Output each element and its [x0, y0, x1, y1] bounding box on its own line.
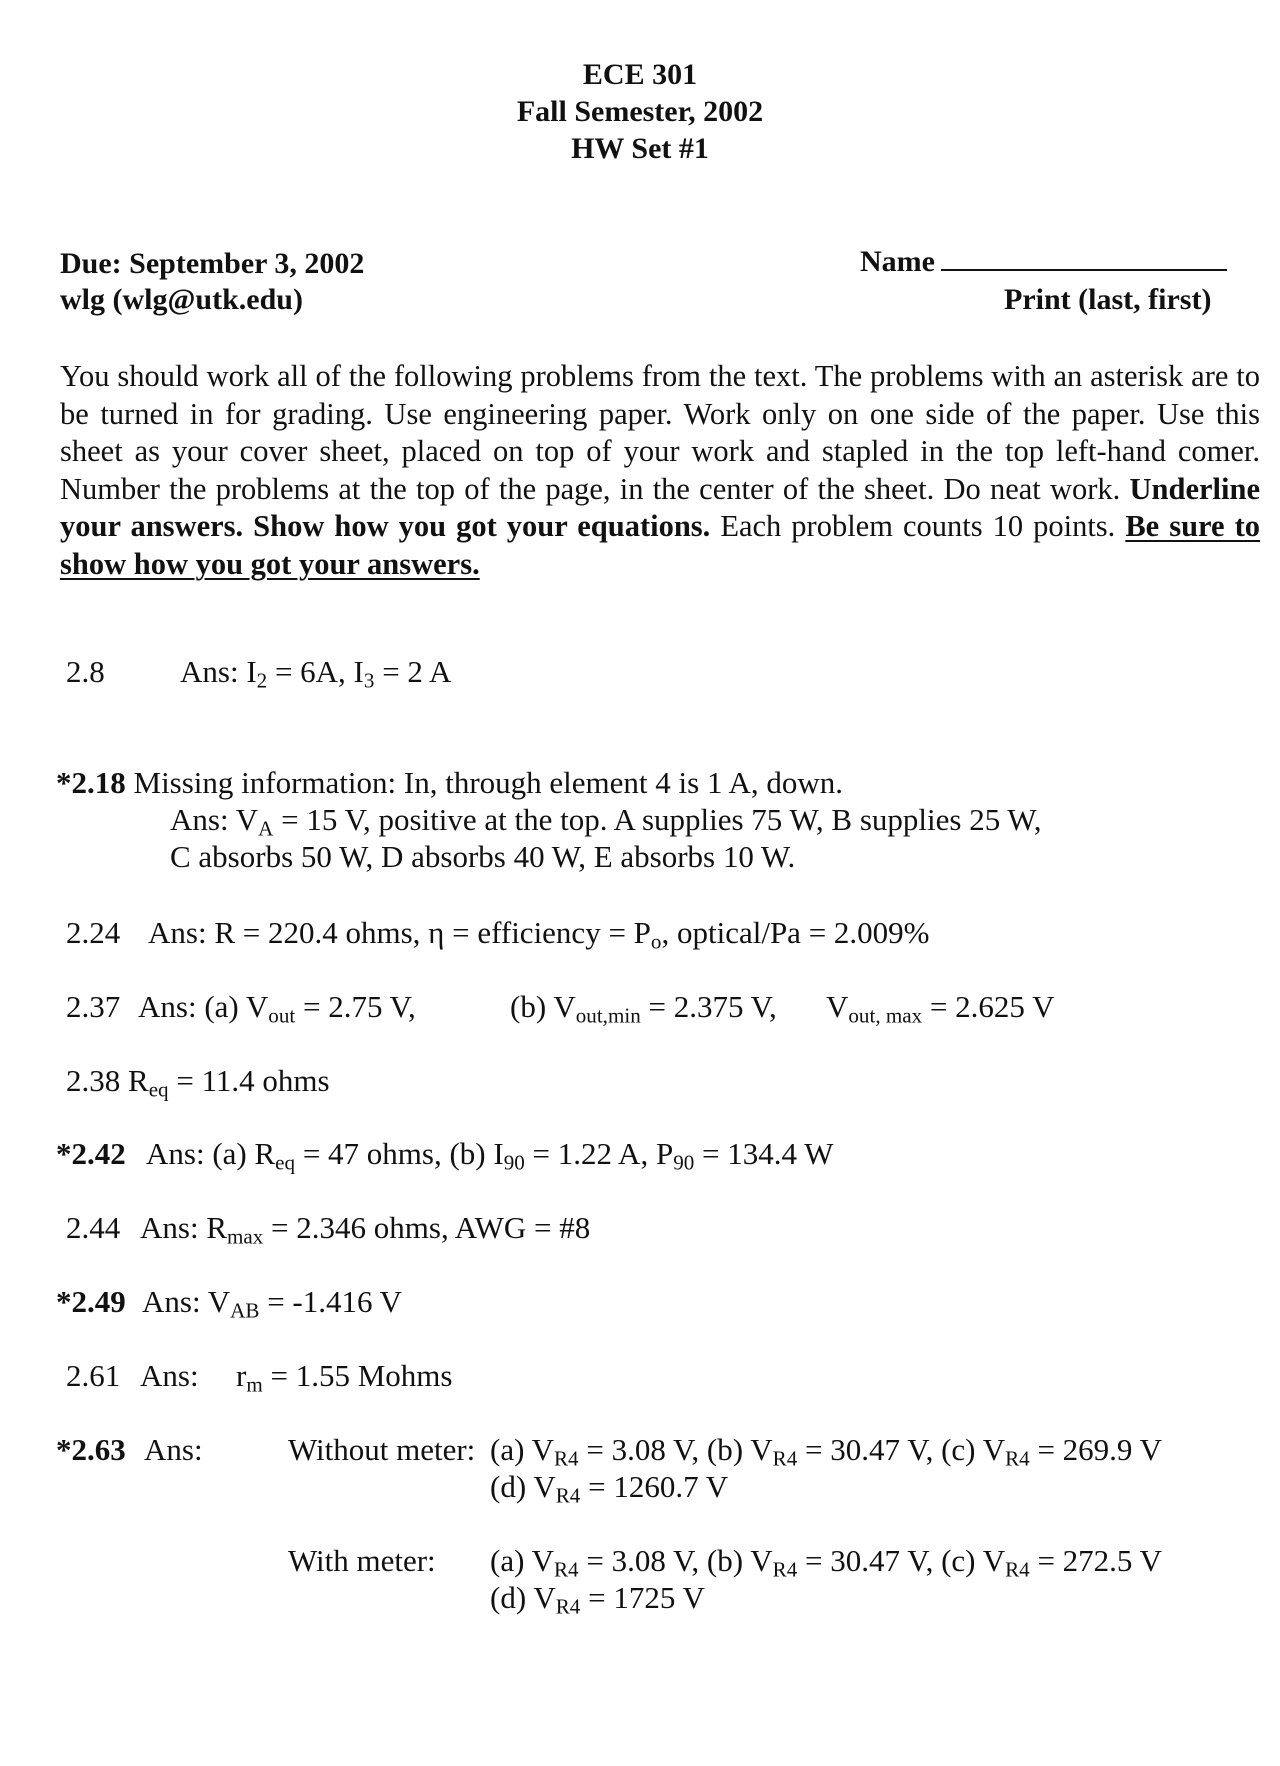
- instructions-bold-underline: Be sure to show how you got your answers.: [60, 509, 1260, 581]
- instructions-bold-1: Underline your answers. Show how you got your equations.: [60, 471, 1260, 543]
- problem-2-63-ans-label: Ans:: [144, 1432, 203, 1467]
- problem-2-61-answer: $r_m = 1.55$ Mohms: [236, 1358, 453, 1397]
- hw-set-title: HW Set #1: [571, 132, 709, 165]
- problem-2-18-line2: Ans: $V_A = 15$ V, positive at the top. A supplies 75 W, B supplies 25 W,: [170, 802, 1042, 841]
- problem-2-24-number: 2.24: [66, 915, 121, 950]
- instructions-text-2: Each problem counts 10 points.: [720, 509, 1116, 543]
- problem-2-49-answer: Ans: $V_{AB} = -1.416$ V: [142, 1284, 403, 1323]
- problem-2-37-answer-a: Ans: (a) $V_{out} = 2.75$ V,: [138, 989, 416, 1028]
- problem-2-37-answer-b: (b) $V_{out,min} = 2.375$ V,: [510, 989, 777, 1028]
- instructions-paragraph: [60, 358, 1260, 583]
- problem-2-44-answer: Ans: $R_{max} = 2.346$ ohms, AWG = #8: [140, 1210, 591, 1249]
- with-meter-line1: (a) $V_{R4} = 3.08$ V, (b) $V_{R4} = 30.47$ V, (c) $V_{R4} = 272.5$ V: [490, 1543, 1162, 1582]
- with-meter-line2: (d) $V_{R4} = 1725$ V: [490, 1580, 705, 1619]
- problem-2-38-number: 2.38: [66, 1063, 121, 1098]
- problem-2-49-number: *2.49: [56, 1284, 126, 1319]
- print-label: Print (last, first): [1004, 283, 1212, 316]
- instructions-text-1: You should work all of the following problems from the text. The problems with an asterisk are to be turned in for grading. Use engineering paper. Work only on one side of the paper. Use this sheet as your cover sheet, placed on top of your work and stapled in the top left-hand comer. Number the problems at the top of the page, in the center of the sheet. Do neat work.: [60, 359, 1260, 506]
- problem-2-8-number: 2.8: [66, 654, 105, 689]
- problem-2-38: 2.38 $R_{eq} = 11.4$ ohms: [66, 1063, 330, 1102]
- problem-2-63-number: *2.63: [56, 1432, 126, 1467]
- problem-2-37-answer-max: $V_{out, max} = 2.625$ V: [826, 989, 1055, 1028]
- without-meter-line1: (a) $V_{R4} = 3.08$ V, (b) $V_{R4} = 30.47$ V, (c) $V_{R4} = 269.9$ V: [490, 1432, 1162, 1471]
- problem-2-61-number: 2.61: [66, 1358, 121, 1393]
- problem-2-42-answer: Ans: (a) $R_{eq} = 47$ ohms, (b) $I_{90} = 1.22$ A, $P_{90} = 134.4$ W: [146, 1136, 834, 1175]
- document-header: [0, 56, 1280, 167]
- problem-2-37-number: 2.37: [66, 989, 121, 1024]
- without-meter-line2: (d) $V_{R4} = 1260.7$ V: [490, 1469, 729, 1508]
- problem-2-18-number: *2.18: [56, 765, 126, 800]
- problem-2-44-number: 2.44: [66, 1210, 121, 1245]
- without-meter-label: Without meter:: [288, 1432, 476, 1467]
- name-underline: [941, 249, 1227, 271]
- course-title: ECE 301: [582, 58, 698, 91]
- problem-2-18-line3: C absorbs 50 W, D absorbs 40 W, E absorbs 10 W.: [170, 839, 796, 874]
- problem-2-42-number: *2.42: [56, 1136, 126, 1171]
- problem-2-24-answer: Ans: R = 220.4 ohms, η = efficiency = $P_o$, optical/Pa = 2.009%: [148, 915, 930, 954]
- problem-2-18-line1: *2.18 Missing information: In, through element 4 is 1 A, down.: [56, 765, 844, 800]
- problem-2-8-answer: Ans: $I_2 = 6A$, $I_3 = 2$ A: [180, 654, 452, 693]
- instructor-email: wlg (wlg@utk.edu): [60, 283, 303, 316]
- problem-2-61-ans-label: Ans:: [140, 1358, 199, 1393]
- name-field: [860, 244, 1227, 280]
- with-meter-label: With meter:: [288, 1543, 436, 1578]
- due-date: Due: September 3, 2002: [60, 247, 365, 280]
- name-label: Name: [860, 245, 935, 278]
- semester-title: Fall Semester, 2002: [516, 95, 764, 128]
